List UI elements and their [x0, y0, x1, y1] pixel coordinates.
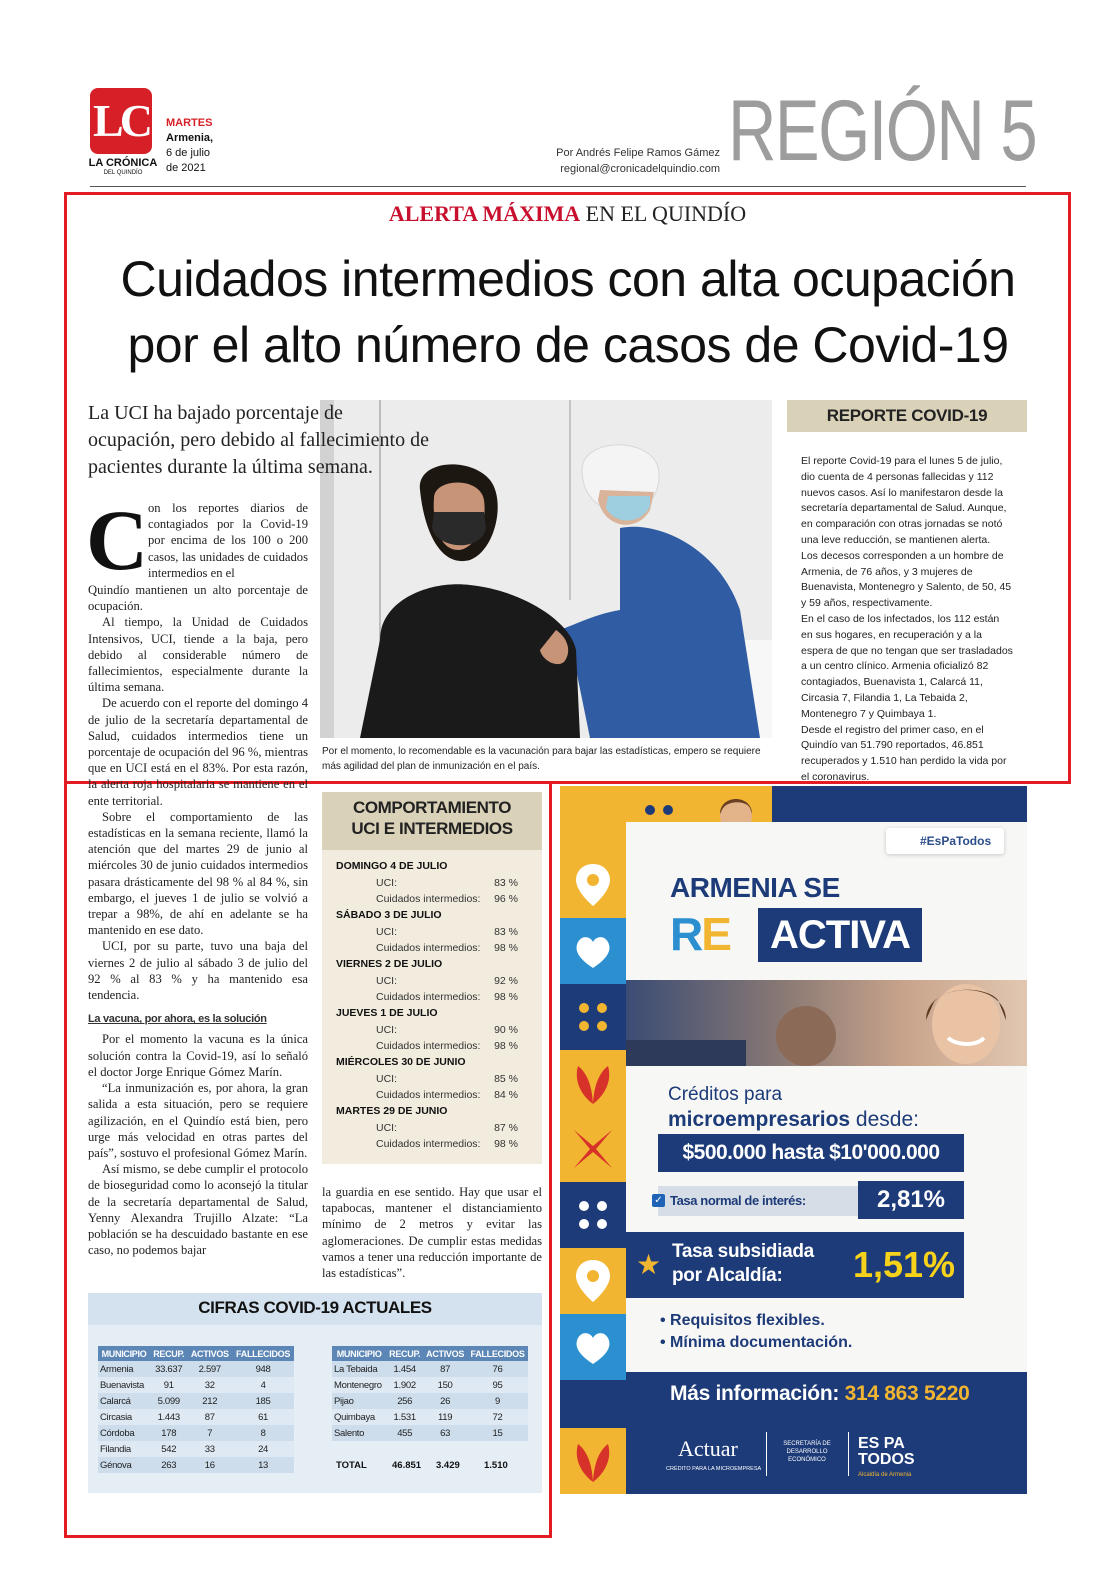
headline [70, 246, 1066, 378]
table-row [332, 1377, 528, 1393]
logo-alcaldia: Alcaldía de Armenia [858, 1472, 912, 1478]
ad-people-image [626, 980, 1027, 1066]
comportamiento-row [336, 989, 526, 1005]
comportamiento-row [336, 1071, 526, 1087]
comportamiento-title [322, 797, 542, 839]
pattern-tile [560, 786, 626, 852]
logo-actuar-sub: CRÉDITO PARA LA MICROEMPRESA [666, 1466, 762, 1472]
table-cell-value: 1.902 [386, 1377, 423, 1393]
ad-contact-label: Más información: [670, 1382, 845, 1405]
cifras-table-right [332, 1346, 528, 1441]
reporte-text [801, 454, 1013, 786]
logo-divider [848, 1432, 849, 1476]
ad-credit-range: $500.000 hasta $10'000.000 [658, 1134, 964, 1172]
comportamiento-row-label: Cuidados intermedios: [376, 1089, 481, 1101]
ad-rate-label: Tasa normal de interés: [670, 1193, 806, 1208]
leaf-icon [560, 1050, 626, 1116]
logo-name: LA CRÓNICA [88, 157, 158, 169]
comportamiento-row [336, 940, 526, 956]
ad-credit-from: desde: [850, 1108, 919, 1131]
reporte-paragraph: En el caso de los infectados, los 112 están en sus hogares, en recuperación y a la espera de que no tengan que ser trasladados a un centro clínico. Armenia oficializó 82 contagiados, Buenavista 1, Calarcá 11, Circasia 7, Filandia 1, La Tebaida 2, Montenegro 7 y Quimbaya 1. [801, 612, 1013, 720]
body-paragraph-continued: la guardia en ese sentido. Hay que usar el tapabocas, mantener el distanciamiento mínimo de 2 metros y evitar las aglomeraciones. De cumplir estas medidas vamos a tener una reducción importante de las estadísticas”. [322, 1185, 542, 1281]
table-cell-municipio: Quimbaya [332, 1409, 386, 1425]
header-rule [90, 186, 1026, 187]
table-header-row [98, 1346, 294, 1361]
table-row [98, 1425, 294, 1441]
table-row [98, 1441, 294, 1457]
table-cell-value: 72 [467, 1409, 528, 1425]
table-cell-value: 91 [150, 1377, 187, 1393]
table-cell-value: 61 [232, 1409, 294, 1425]
comportamiento-row-label: Cuidados intermedios: [376, 893, 481, 905]
article-deck: La UCI ha bajado porcentaje de ocupación, pero debido al fallecimiento de pacientes durante la última semana. [88, 402, 429, 478]
comportamiento-row-value: 98 % [494, 1040, 518, 1052]
body-paragraph: UCI, por su parte, tuvo una baja del viernes 2 de julio al sábado 3 de julio del 92 % al 83 % y ha mantenido esa tendencia. [88, 939, 308, 1003]
table-row [332, 1361, 528, 1377]
table-cell-value: 33.637 [150, 1361, 187, 1377]
kicker-alert: ALERTA MÁXIMA [388, 201, 581, 226]
table-cell-value: 63 [423, 1425, 467, 1441]
logo-secretaria: SECRETARÍA DE DESARROLLO ECONÓMICO [783, 1441, 831, 1463]
pattern-tile [560, 1248, 626, 1314]
byline-email: regional@cronicadelquindio.com [560, 163, 720, 175]
comportamiento-row [336, 1120, 526, 1136]
kicker-region: EN EL QUINDÍO [580, 201, 747, 226]
headline-line-1: Cuidados intermedios con alta ocupación [120, 251, 1016, 307]
issue-day: MARTES [166, 117, 213, 129]
table-cell-municipio: La Tebaida [332, 1361, 386, 1377]
table-cell-value: 16 [187, 1457, 232, 1473]
comportamiento-day: MARTES 29 DE JUNIO [336, 1105, 448, 1117]
table-cell-municipio: Montenegro [332, 1377, 386, 1393]
body-paragraph-lead-tail: Quindío mantienen un alto porcentaje de ocupación. [88, 583, 308, 614]
table-header: MUNICIPIO [332, 1346, 386, 1361]
dots-icon [560, 1182, 626, 1248]
ad-requirement: • Mínima documentación. [660, 1334, 853, 1351]
body-column-1 [88, 582, 308, 1258]
table-row [332, 1393, 528, 1409]
table-row [98, 1393, 294, 1409]
table-cell-value: 5.099 [150, 1393, 187, 1409]
table-cell-value: 24 [232, 1441, 294, 1457]
pattern-tile [560, 1182, 626, 1248]
comportamiento-row-value: 85 % [494, 1073, 518, 1085]
total-recup: 46.851 [392, 1460, 422, 1471]
comportamiento-day: JUEVES 1 DE JULIO [336, 1007, 438, 1019]
comportamiento-row [336, 1087, 526, 1103]
ad-subsidy-label-2: por Alcaldía: [672, 1265, 783, 1286]
comportamiento-row-value: 83 % [494, 926, 518, 938]
logo-lc: LC [90, 88, 152, 154]
ad-subsidy-label-1: Tasa subsidiada [672, 1241, 814, 1262]
pattern-tile [560, 1314, 626, 1380]
comportamiento-row [336, 875, 526, 891]
table-cell-municipio: Circasia [98, 1409, 150, 1425]
issue-date: 6 de julio [166, 147, 211, 159]
table-cell-value: 178 [150, 1425, 187, 1441]
table-cell-value: 9 [467, 1393, 528, 1409]
table-cell-value: 212 [187, 1393, 232, 1409]
table-cell-municipio: Córdoba [98, 1425, 150, 1441]
reporte-paragraph: Los decesos corresponden a un hombre de Armenia, de 76 años, y 3 mujeres de Buenavista, Montenegro y Salento, de 50, 45 y 59 años, respectivamente. [801, 549, 1012, 610]
ad-pattern-strip [560, 786, 626, 1494]
heart-icon [560, 1314, 626, 1380]
comportamiento-row-label: Cuidados intermedios: [376, 942, 481, 954]
comportamiento-row-label: Cuidados intermedios: [376, 991, 481, 1003]
ad-title-re [670, 906, 730, 962]
logo-subtitle: DEL QUINDÍO [103, 170, 143, 176]
kicker [64, 201, 1071, 227]
table-cell-value: 95 [467, 1377, 528, 1393]
table-cell-value: 256 [386, 1393, 423, 1409]
table-cell-value: 15 [467, 1425, 528, 1441]
comportamiento-row-label: UCI: [376, 1024, 397, 1036]
star-icon: ★ [636, 1249, 662, 1280]
table-cell-value: 948 [232, 1361, 294, 1377]
leaf-icon [560, 1428, 626, 1494]
table-cell-value: 4 [232, 1377, 294, 1393]
comportamiento-row-value: 98 % [494, 942, 518, 954]
comportamiento-row-label: UCI: [376, 1073, 397, 1085]
total-label: TOTAL [336, 1460, 367, 1471]
ad-requirement: • Requisitos flexibles. [660, 1312, 825, 1329]
table-cell-value: 455 [386, 1425, 423, 1441]
comportamiento-day: DOMINGO 4 DE JULIO [336, 860, 448, 872]
ad-logos-bar [626, 1420, 1027, 1494]
ad-credit-line-1: Créditos para [668, 1084, 783, 1105]
body-paragraph: Al tiempo, la Unidad de Cuidados Intensivos, UCI, tiende a la baja, pero debido al considerable número de fallecimientos, especialmente durante la última semana. [88, 615, 308, 695]
table-cell-value: 26 [423, 1393, 467, 1409]
reporte-paragraph: El reporte Covid-19 para el lunes 5 de julio, dio cuenta de 4 personas fallecidas y 112 nuevos casos. Así lo manifestaron desde la secretaría departamental de Salud. Aunque, en comparación con otras jornadas se notó una leve reducción, se mantienen alerta. [801, 455, 1007, 546]
table-cell-value: 87 [187, 1409, 232, 1425]
pattern-tile [560, 984, 626, 1050]
check-icon: ✓ [652, 1194, 665, 1207]
comportamiento-row [336, 1022, 526, 1038]
comportamiento-row-label: UCI: [376, 926, 397, 938]
pattern-tile [560, 918, 626, 984]
comportamiento-row [336, 973, 526, 989]
table-cell-value: 2.597 [187, 1361, 232, 1377]
table-cell-municipio: Génova [98, 1457, 150, 1473]
body-paragraph: Así mismo, se debe cumplir el protocolo de bioseguridad como lo aconsejó la titular de la secretaría departamental de Salud, Yenny Alexandra Trujillo Alzate: “La población se ha descuidado bastante en ese caso, no podemos bajar [88, 1162, 308, 1258]
table-cell-value: 8 [232, 1425, 294, 1441]
headline-line-2: por el alto número de casos de Covid-19 [127, 317, 1009, 373]
issue-year: de 2021 [166, 162, 206, 174]
location-pin-icon [560, 1248, 626, 1314]
pattern-tile [560, 1050, 626, 1116]
table-header: RECUP. [150, 1346, 187, 1361]
body-paragraph: De acuerdo con el reporte del domingo 4 de julio de la secretaría departamental de Salud, cuidados intermedios tiene un porcentaje de ocupación del 96 %, mientras que en UCI está en el 83%. Por esta razón, la alerta roja hospitalaria se mantiene en el ente territorial. [88, 696, 308, 808]
flower-icon [560, 1116, 626, 1182]
logo-actuar: Actuar [678, 1436, 738, 1461]
table-cell-value: 32 [187, 1377, 232, 1393]
table-row [98, 1361, 294, 1377]
section-title: REGIÓN 5 [728, 83, 1037, 179]
table-cell-municipio: Armenia [98, 1361, 150, 1377]
ad-contact-phone[interactable]: 314 863 5220 [844, 1382, 970, 1405]
comportamiento-row-label: UCI: [376, 1122, 397, 1134]
logo-divider [766, 1432, 767, 1476]
cifras-table-left [98, 1346, 294, 1473]
ad-title-re-e: E [701, 908, 730, 960]
comportamiento-title-1: COMPORTAMIENTO [352, 798, 512, 817]
comportamiento-row-value: 98 % [494, 1138, 518, 1150]
table-cell-value: 263 [150, 1457, 187, 1473]
table-cell-municipio: Pijao [332, 1393, 386, 1409]
ad-subsidy-label [672, 1240, 814, 1288]
table-row [98, 1409, 294, 1425]
location-pin-icon [560, 852, 626, 918]
photo-caption: Por el momento, lo recomendable es la vacunación para bajar las estadísticas, empero se requiere más agilidad del plan de inmunización en el país. [322, 746, 761, 772]
table-row [332, 1425, 528, 1441]
reporte-paragraph: Desde el registro del primer caso, en el Quindío van 51.790 reportados, 46.851 recuperados y 1.510 han perdido la vida por el coronavirus. [801, 723, 1007, 783]
pattern-tile [560, 1116, 626, 1182]
ad-credit-line-2 [668, 1108, 919, 1132]
ad-contact[interactable] [670, 1382, 969, 1406]
comportamiento-day: SÁBADO 3 DE JULIO [336, 909, 442, 921]
comportamiento-row [336, 891, 526, 907]
table-cell-municipio: Salento [332, 1425, 386, 1441]
ad-hashtag[interactable]: #EsPaTodos [886, 828, 1004, 854]
table-cell-value: 1.531 [386, 1409, 423, 1425]
pattern-tile [560, 1428, 626, 1494]
table-header: ACTIVOS [187, 1346, 232, 1361]
ad-subsidy-value: 1,51% [844, 1232, 964, 1298]
comportamiento-list [336, 858, 526, 1152]
table-cell-value: 13 [232, 1457, 294, 1473]
ad-photo-strip [626, 980, 1027, 1066]
comportamiento-row-value: 83 % [494, 877, 518, 889]
table-cell-value: 1.443 [150, 1409, 187, 1425]
comportamiento-row-label: UCI: [376, 975, 397, 987]
comportamiento-row-value: 96 % [494, 893, 518, 905]
byline: Por Andrés Felipe Ramos Gámez [556, 147, 720, 159]
table-cell-value: 119 [423, 1409, 467, 1425]
body-paragraph: Sobre el comportamiento de las estadísticas en la semana reciente, llamó la atención que del martes 29 de junio al miércoles 30 de junio cuidados intermedios pasara drásticamente del 98 % al 84 %, sin embargo, el jueves 1 de julio se volvió a trepar a 98%, de ahí en adelante se ha mantenido en ese dato. [88, 809, 308, 938]
table-header: FALLECIDOS [467, 1346, 528, 1361]
comportamiento-row-value: 92 % [494, 975, 518, 987]
body-paragraph: Por el momento la vacuna es la única solución contra la Covid-19, así lo señaló el doctor Jorge Enrique Gómez Marín. [88, 1032, 308, 1079]
table-header-row [332, 1346, 528, 1361]
issue-city: Armenia, [166, 132, 214, 144]
table-cell-municipio: Filandia [98, 1441, 150, 1457]
comportamiento-row [336, 924, 526, 940]
table-cell-municipio: Calarcá [98, 1393, 150, 1409]
table-header: ACTIVOS [423, 1346, 467, 1361]
table-cell-value: 1.454 [386, 1361, 423, 1377]
comportamiento-row-value: 84 % [494, 1089, 518, 1101]
table-row [98, 1377, 294, 1393]
table-cell-value: 185 [232, 1393, 294, 1409]
pattern-tile [560, 852, 626, 918]
table-header: FALLECIDOS [232, 1346, 294, 1361]
comportamiento-row-label: UCI: [376, 877, 397, 889]
ad-title-activa: ACTIVA [758, 908, 922, 962]
dots-icon [560, 984, 626, 1050]
ad-requirements [660, 1310, 852, 1354]
dropcap: C [86, 492, 149, 588]
reporte-title: REPORTE COVID-19 [787, 400, 1027, 432]
table-cell-municipio: Buenavista [98, 1377, 150, 1393]
comportamiento-row-value: 87 % [494, 1122, 518, 1134]
cifras-title: CIFRAS COVID-19 ACTUALES [198, 1298, 432, 1317]
ad-rate-value: 2,81% [858, 1181, 964, 1219]
comportamiento-row [336, 1136, 526, 1152]
table-cell-value: 87 [423, 1361, 467, 1377]
body-paragraph: “La inmunización es, por ahora, la gran salida a esta situación, pero se requiere agilización, en el Quindío está bien, pero urge más velocidad en otras partes del país”, sostuvo el profesional Gómez Marín. [88, 1081, 308, 1160]
table-cell-value: 33 [187, 1441, 232, 1457]
table-header: MUNICIPIO [98, 1346, 150, 1361]
comportamiento-title-2: UCI E INTERMEDIOS [351, 819, 513, 838]
comportamiento-day: VIERNES 2 DE JULIO [336, 958, 443, 970]
ad-title-re-r: R [670, 908, 702, 960]
ad-title-line-1: ARMENIA SE [670, 872, 840, 903]
comportamiento-row-value: 98 % [494, 991, 518, 1003]
table-row [332, 1409, 528, 1425]
body-paragraph-lead: on los reportes diarios de contagiados por la Covid-19 por encima de los 100 o 200 casos, las unidades de cuidados intermedios en el [148, 501, 308, 580]
body-subhead: La vacuna, por ahora, es la solución [88, 1013, 267, 1026]
logo-espatodos: ES PA TODOS [858, 1435, 915, 1468]
table-cell-value: 150 [423, 1377, 467, 1393]
total-fallecidos: 1.510 [484, 1460, 508, 1471]
heart-icon [560, 918, 626, 984]
comportamiento-row-label: Cuidados intermedios: [376, 1040, 481, 1052]
comportamiento-day: MIÉRCOLES 30 DE JUNIO [336, 1056, 466, 1068]
comportamiento-row-value: 90 % [494, 1024, 518, 1036]
comportamiento-row [336, 1038, 526, 1054]
ad-credit-target: microempresarios [668, 1108, 851, 1131]
comportamiento-row-label: Cuidados intermedios: [376, 1138, 481, 1150]
table-header: RECUP. [386, 1346, 423, 1361]
total-activos: 3.429 [436, 1460, 460, 1471]
body-column-2 [322, 1184, 542, 1281]
table-cell-value: 542 [150, 1441, 187, 1457]
table-row [98, 1457, 294, 1473]
table-cell-value: 7 [187, 1425, 232, 1441]
table-cell-value: 76 [467, 1361, 528, 1377]
